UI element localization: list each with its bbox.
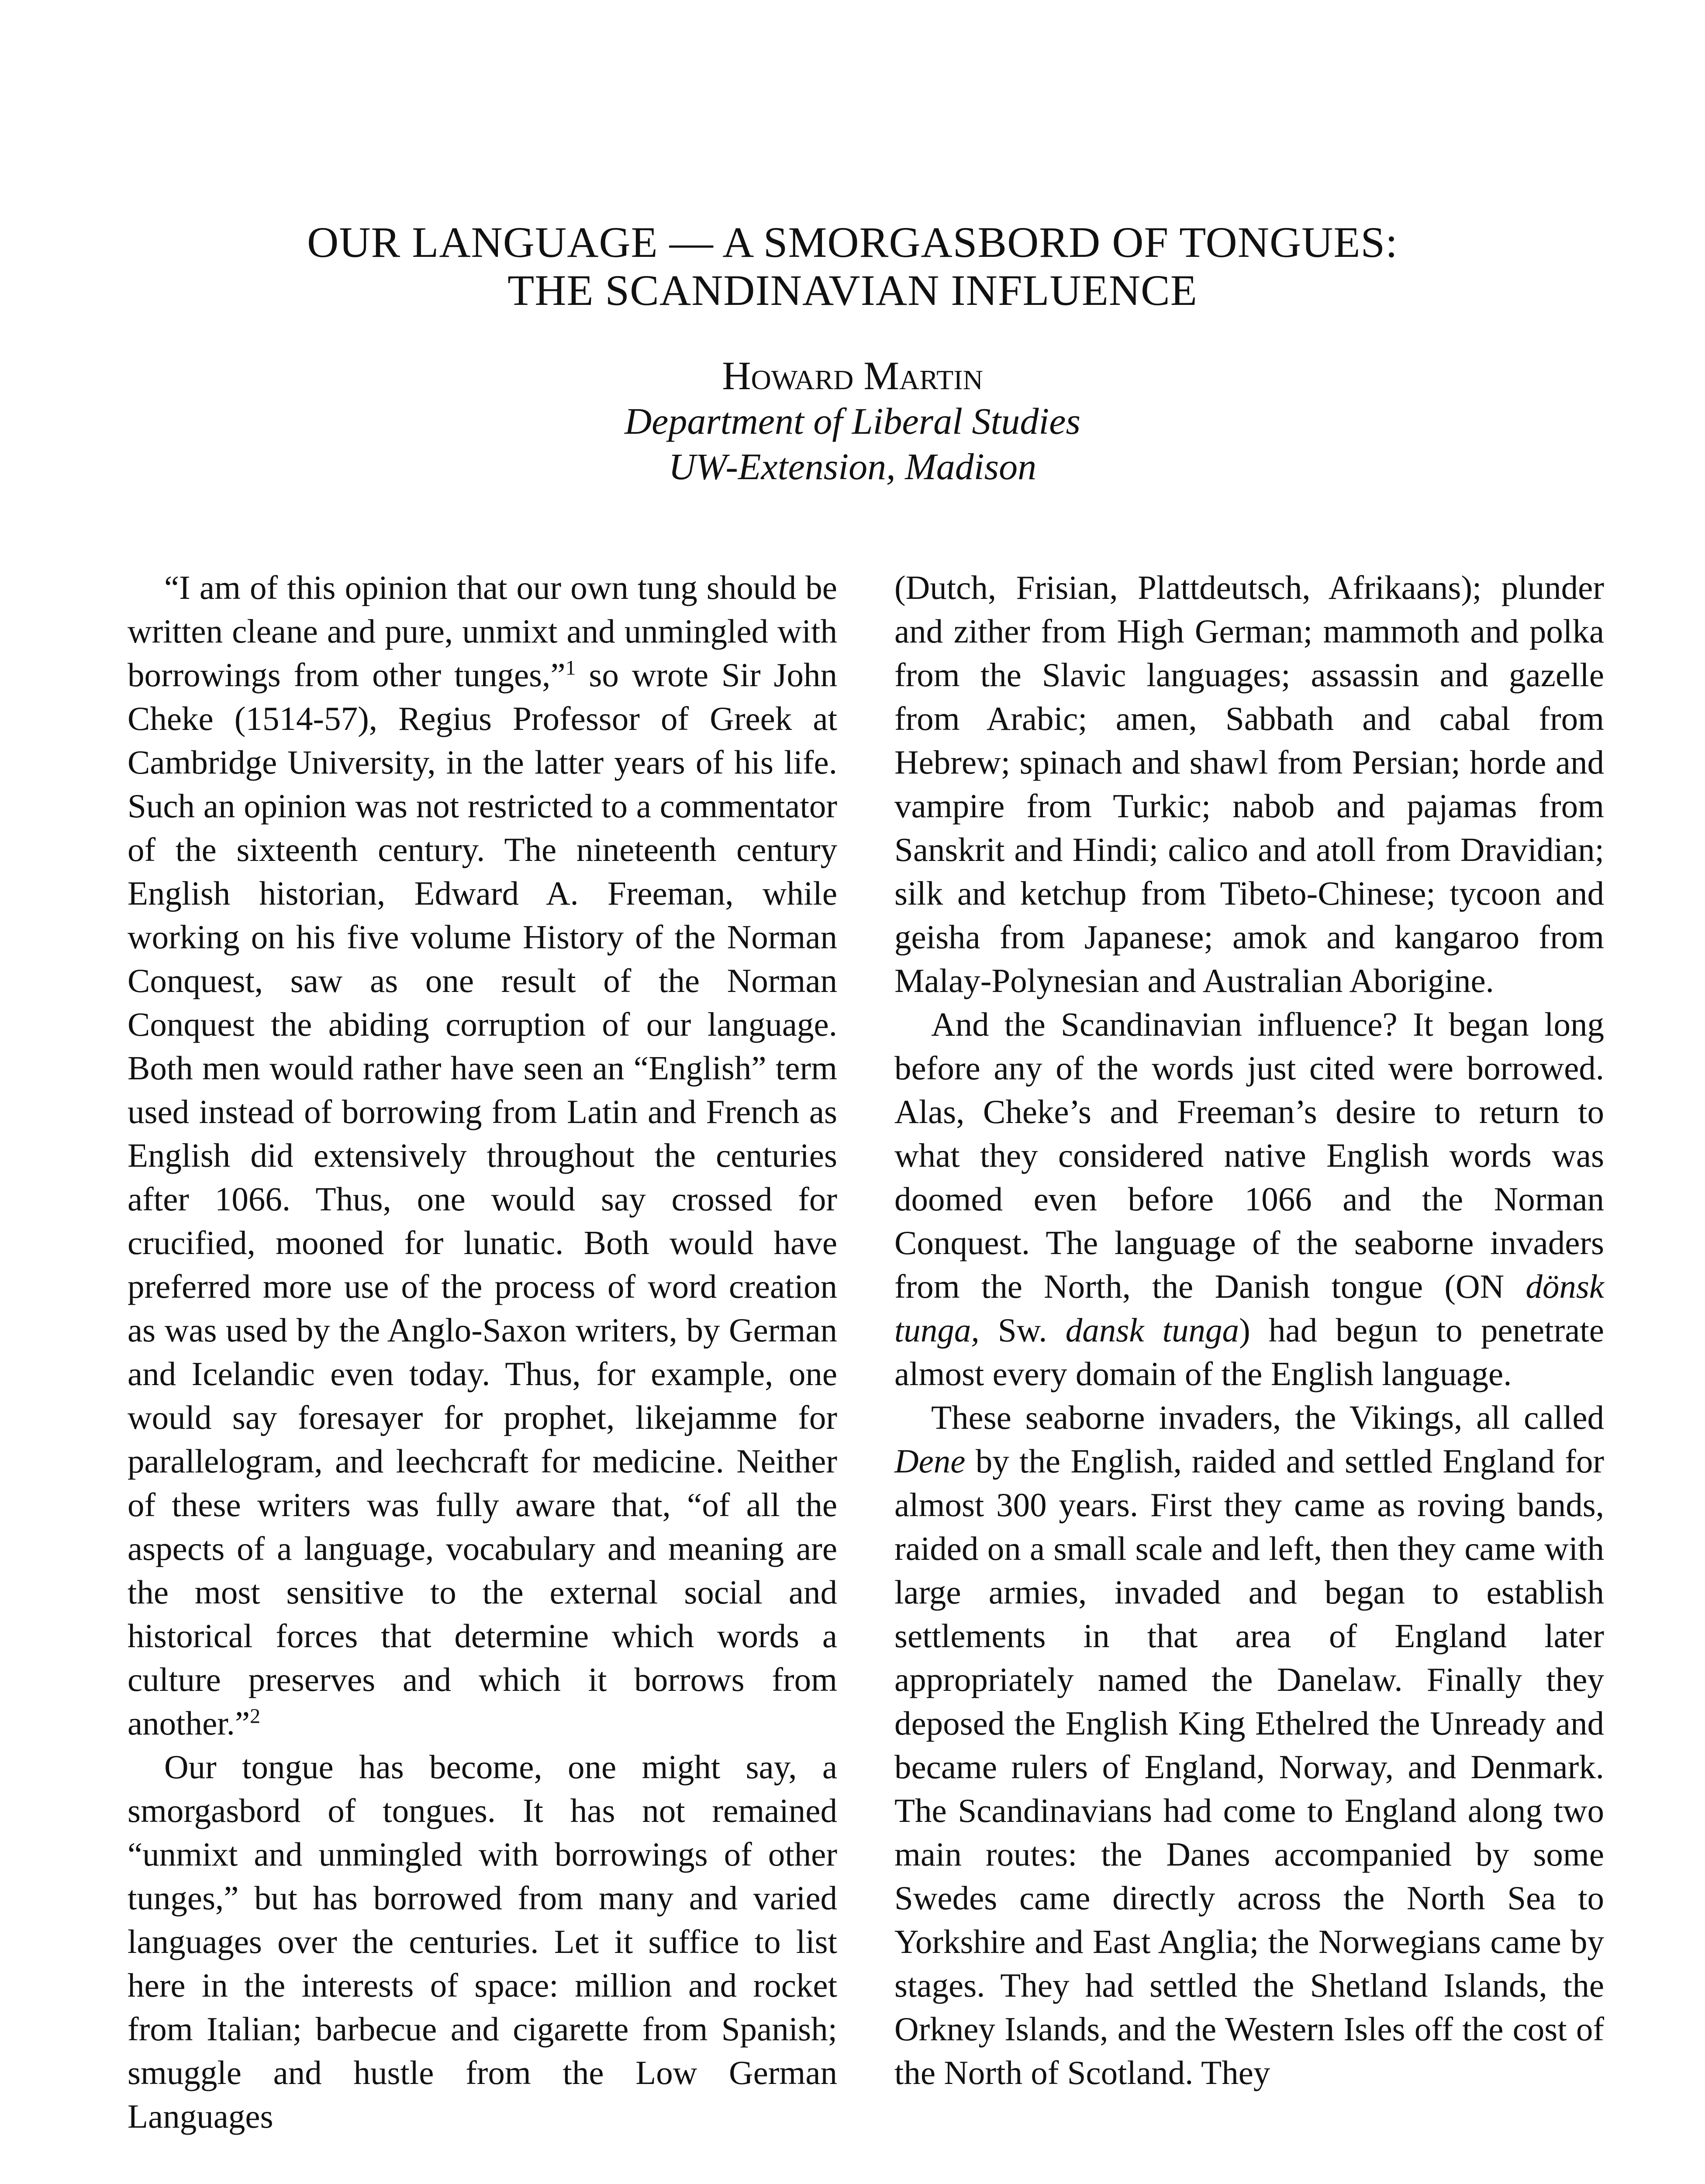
paragraph-borrowings-continued: (Dutch, Frisian, Plattdeutsch, Afrikaans); plunder and zither from High German; mammoth and polka from the Slavic languages; assassin and gazelle from Arabic; amen, Sabbath and cabal from Hebrew; spinach and shawl from Persian; horde and vampire from Turkic; nabob and pajamas from Sanskrit and Hindi; calico and atoll from Dravidian; silk and ketchup from Tibeto-Chinese; tycoon and geisha from Japanese; amok and kangaroo from Malay-Polynesian and Australian Aborigine. bbox=[894, 569, 1604, 999]
paragraph-vikings bbox=[894, 1396, 1604, 2094]
author-department: Department of Liberal Studies bbox=[625, 400, 1080, 442]
title-line-2: THE SCANDINAVIAN INFLUENCE bbox=[507, 266, 1198, 314]
left-column bbox=[128, 566, 837, 2138]
swedish-term: dansk tunga bbox=[1065, 1311, 1239, 1349]
article-title bbox=[131, 218, 1574, 314]
paragraph-text: Sw. bbox=[979, 1311, 1066, 1349]
byline bbox=[131, 353, 1574, 489]
author-institution: UW-Extension, Madison bbox=[668, 446, 1037, 487]
paragraph-text: And the Scandinavian influence? It began long before any of the words just cited were borrowed. Alas, Cheke’s and Freeman’s desire to return to what they considered native English words was doomed even before 1066 and the Norman Conquest. The language of the seaborne invaders from the North, the Danish tongue (ON bbox=[894, 1006, 1604, 1305]
paragraph-text: “I am of this opinion that our own tung should be written cleane and pure, unmixt and unmingled with borrowings from other tunges,” bbox=[128, 569, 837, 694]
paragraph-text: so wrote Sir John Cheke (1514-57), Regius Professor of Greek at Cambridge University, in the latter years of his life. Such an opinion was not restricted to a commentator of the sixteenth century. The nineteenth century English historian, Edward A. Freeman, while working on his five volume History of the Norman Conquest, saw as one result of the Norman Conquest the abiding corruption of our language. Both men would rather have seen an “English” term used instead of borrowing from Latin and French as English did extensively throughout the centuries after 1066. Thus, one would say crossed for crucified, mooned for lunatic. Both would have preferred more use of the process of word creation as was used by the Anglo-Saxon writers, by German and Icelandic even today. Thus, for example, one would say foresayer for prophet, likejamme for parallelogram, and leechcraft for medicine. Neither of these writers was fully aware that, “of all the aspects of a language, vocabulary and meaning are the most sensitive to the external social and historical forces that determine which words a culture preserves and which it borrows from another.” bbox=[128, 656, 837, 1742]
paragraph-text: ) had begun to penetrate almost every domain of the English language. bbox=[894, 1311, 1604, 1393]
old-norse-term: dönsk tunga, bbox=[894, 1268, 1604, 1349]
paragraph-text: by the English, raided and settled England for almost 300 years. First they came as roving bands, raided on a small scale and left, then they came with large armies, invaded and began to establish settlements in that area of England later appropriately named the Danelaw. Finally they deposed the English King Ethelred the Unready and became rulers of England, Norway, and Denmark. The Scandinavians had come to England along two main routes: the Danes accompanied by some Swedes came directly across the North Sea to Yorkshire and East Anglia; the Norwegians came by stages. They had settled the Shetland Islands, the Orkney Islands, and the Western Isles off the cost of the North of Scotland. They bbox=[894, 1442, 1604, 2091]
title-line-1: OUR LANGUAGE — A SMORGASBORD OF TONGUES: bbox=[307, 218, 1398, 266]
dene-term: Dene bbox=[894, 1442, 966, 1480]
paragraph-smorgasbord: Our tongue has become, one might say, a smorgasbord of tongues. It has not remained “unmixt and unmingled with borrowings of other tunges,” but has borrowed from many and varied languages over the centuries. Let it suffice to list here in the interests of space: million and rocket from Italian; barbecue and cigarette from Spanish; smuggle and hustle from the Low German Languages bbox=[128, 1748, 837, 2135]
author-name: Howard Martin bbox=[722, 353, 983, 398]
right-column bbox=[894, 566, 1604, 2094]
footnote-marker: 2 bbox=[250, 1704, 261, 1728]
paragraph-text: These seaborne invaders, the Vikings, all called bbox=[931, 1399, 1604, 1436]
paragraph-cheke-quote bbox=[128, 566, 837, 1745]
paragraph-scandinavian-influence bbox=[894, 1002, 1604, 1396]
footnote-marker: 1 bbox=[565, 656, 576, 680]
